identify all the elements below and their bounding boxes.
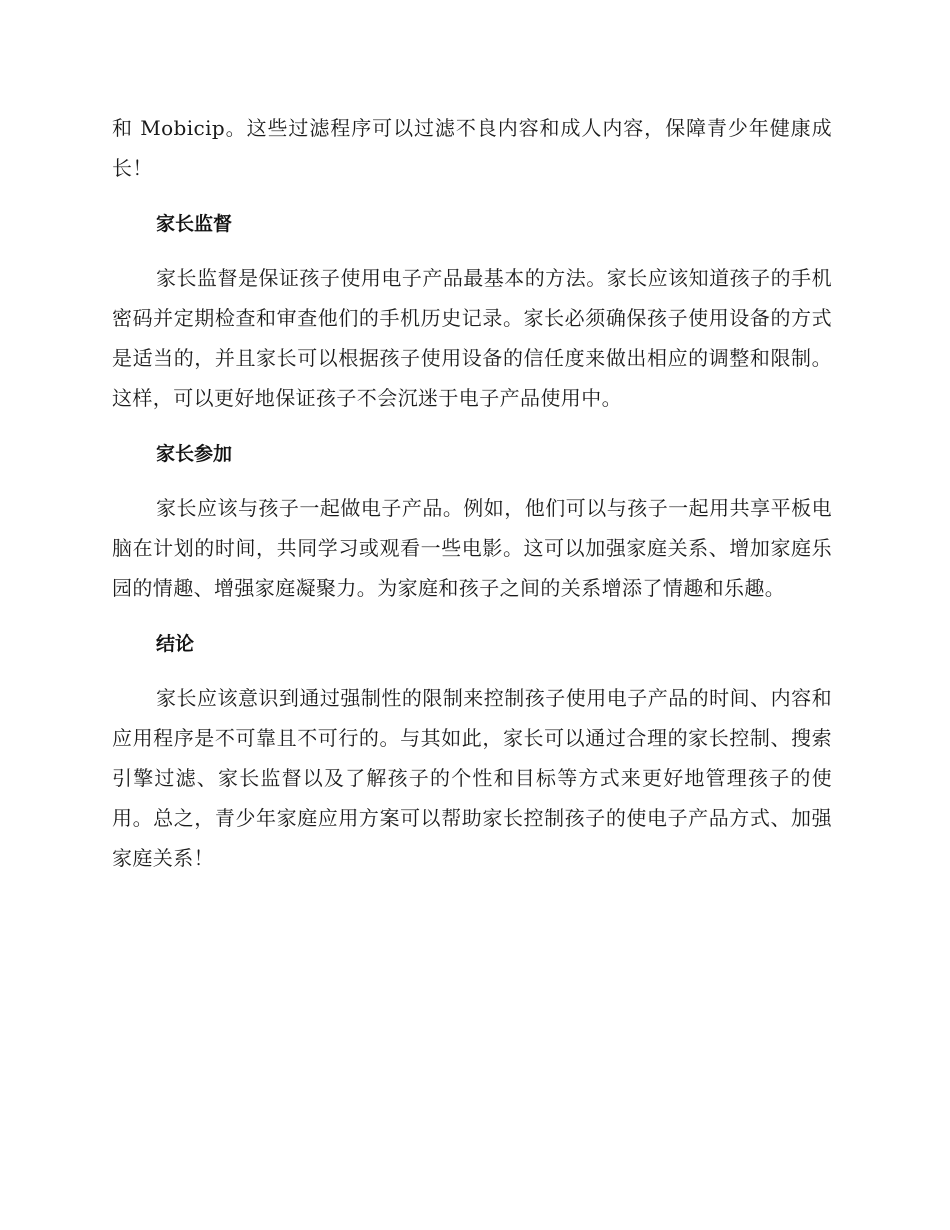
document-body [112,108,832,878]
section-heading-conclusion: 结论 [156,633,195,655]
section-body-parental-participation: 家长应该与孩子一起做电子产品。例如，他们可以与孩子一起用共享平板电脑在计划的时间，共同学习或观看一些电影。这可以加强家庭关系、增加家庭乐园的情趣、增强家庭凝聚力。为家庭和孩子之间的关系增添了情趣和乐趣。 [112,496,832,600]
section-heading-parental-participation: 家长参加 [156,443,233,465]
intro-paragraph: 和 Mobicip。这些过滤程序可以过滤不良内容和成人内容，保障青少年健康成长！ [112,116,832,180]
section-body-conclusion: 家长应该意识到通过强制性的限制来控制孩子使用电子产品的时间、内容和应用程序是不可靠且不可行的。与其如此，家长可以通过合理的家长控制、搜索引擎过滤、家长监督以及了解孩子的个性和目标等方式来更好地管理孩子的使用。总之，青少年家庭应用方案可以帮助家长控制孩子的使电子产品方式、加强家庭关系！ [112,686,832,870]
section-body-parental-supervision: 家长监督是保证孩子使用电子产品最基本的方法。家长应该知道孩子的手机密码并定期检查和审查他们的手机历史记录。家长必须确保孩子使用设备的方式是适当的，并且家长可以根据孩子使用设备的信任度来做出相应的调整和限制。这样，可以更好地保证孩子不会沉迷于电子产品使用中。 [112,266,832,410]
section-heading-parental-supervision: 家长监督 [156,213,233,235]
